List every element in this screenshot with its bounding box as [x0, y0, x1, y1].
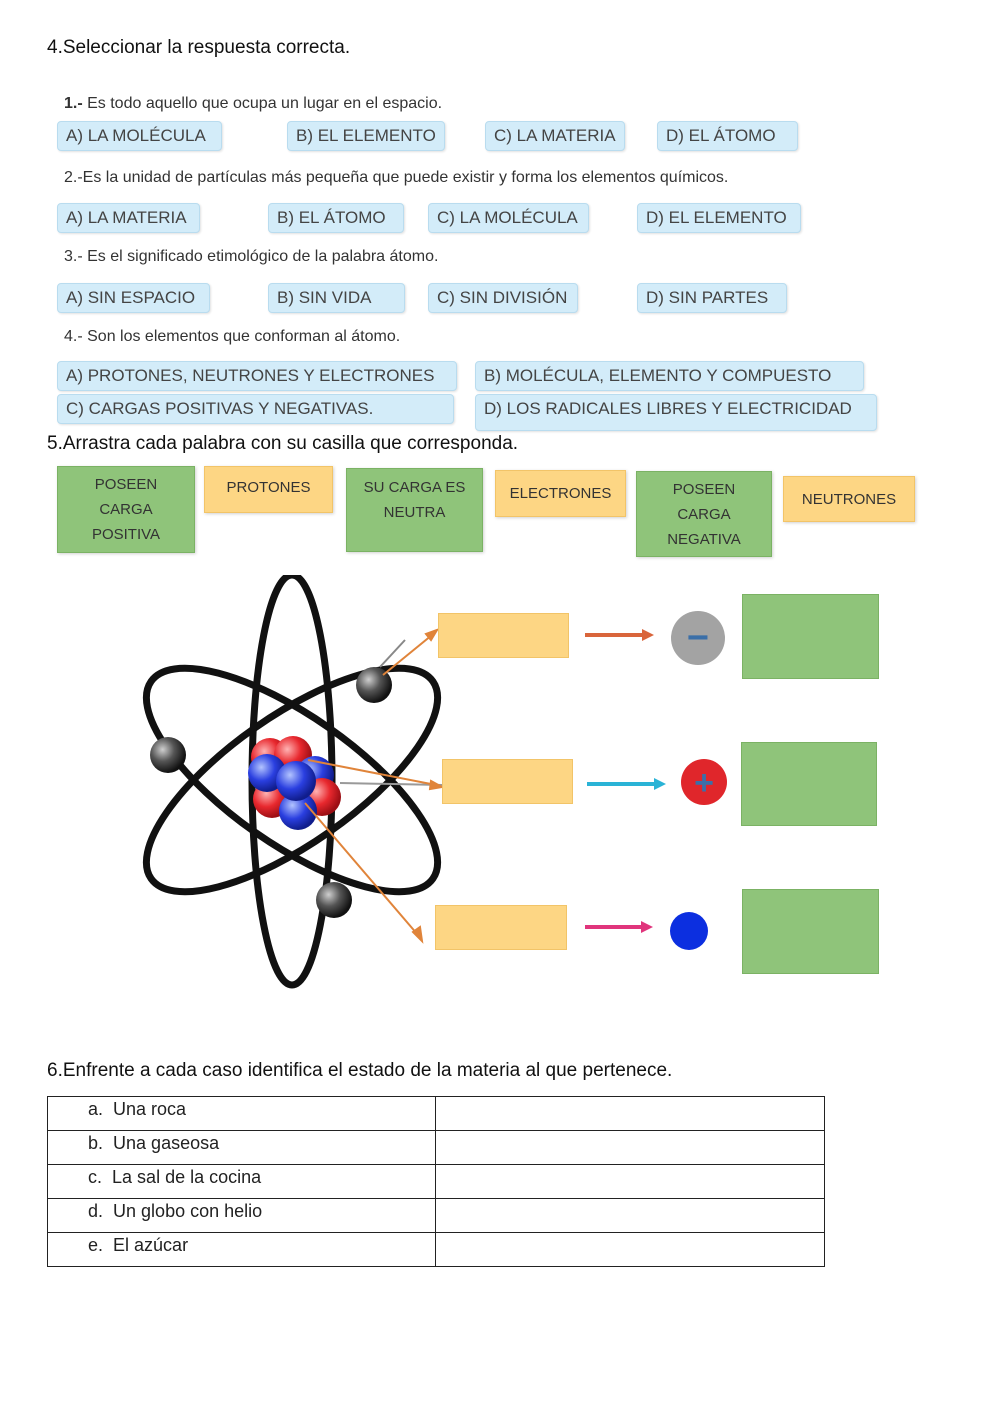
row-letter: d.: [88, 1201, 104, 1221]
negative-symbol: −: [686, 617, 710, 659]
question-3-text: 3.- Es el significado etimológico de la palabra átomo.: [64, 248, 439, 265]
pointer-line-grey: [380, 640, 405, 667]
charge-legend: [580, 600, 740, 960]
arrowhead: [430, 781, 442, 789]
q2-option-c[interactable]: C) LA MOLÉCULA: [428, 203, 589, 233]
drop-zone-particle-3[interactable]: [435, 905, 567, 950]
answer-cell[interactable]: [436, 1233, 825, 1267]
question-1-number: 1.-: [64, 95, 83, 112]
card-negative-label: POSEEN CARGA NEGATIVA: [667, 480, 741, 548]
states-table: [47, 1096, 825, 1267]
q4-option-b[interactable]: B) MOLÉCULA, ELEMENTO Y COMPUESTO: [475, 361, 864, 391]
row-text: La sal de la cocina: [112, 1167, 262, 1187]
card-neutrones-label: NEUTRONES: [801, 490, 897, 508]
row-label: [48, 1233, 436, 1267]
row-letter: b.: [88, 1133, 104, 1153]
q3-option-d[interactable]: D) SIN PARTES: [637, 283, 787, 313]
row-letter: e.: [88, 1235, 104, 1255]
q3-option-a[interactable]: A) SIN ESPACIO: [57, 283, 210, 313]
q4-option-d[interactable]: D) LOS RADICALES LIBRES Y ELECTRICIDAD: [475, 394, 877, 431]
q4-option-a[interactable]: A) PROTONES, NEUTRONES Y ELECTRONES: [57, 361, 457, 391]
table-row: [48, 1165, 825, 1199]
drop-zone-particle-2[interactable]: [442, 759, 573, 804]
positive-symbol: +: [694, 764, 714, 802]
electron: [316, 882, 352, 918]
table-row: [48, 1199, 825, 1233]
question-2-text: 2.-Es la unidad de partículas más pequeña que puede existir y forma los elementos químicos.: [64, 169, 729, 186]
drop-zone-charge-2[interactable]: [741, 742, 877, 826]
answer-cell[interactable]: [436, 1165, 825, 1199]
section6-heading: 6.Enfrente a cada caso identifica el estado de la materia al que pertenece.: [47, 1060, 673, 1081]
q3-option-c[interactable]: C) SIN DIVISIÓN: [428, 283, 578, 313]
electron: [150, 737, 186, 773]
card-positive-label: POSEEN CARGA POSITIVA: [91, 476, 161, 543]
q1-option-b[interactable]: B) EL ELEMENTO: [287, 121, 445, 151]
question-4-text: 4.- Son los elementos que conforman al átomo.: [64, 328, 401, 345]
q2-option-d[interactable]: D) EL ELEMENTO: [637, 203, 801, 233]
row-text: Una roca: [113, 1099, 187, 1119]
drop-zone-charge-1[interactable]: [742, 594, 879, 679]
row-letter: c.: [88, 1167, 103, 1187]
card-protones-label: PROTONES: [226, 479, 311, 496]
arrowhead: [642, 629, 654, 641]
table-row: [48, 1097, 825, 1131]
table-row: [48, 1233, 825, 1267]
card-posee-carga-positiva[interactable]: [57, 466, 195, 553]
q1-option-c[interactable]: C) LA MATERIA: [485, 121, 625, 151]
row-text: Un globo con helio: [113, 1201, 263, 1221]
section5-heading: 5.Arrastra cada palabra con su casilla que corresponda.: [47, 433, 519, 454]
question-1-text: Es todo aquello que ocupa un lugar en el espacio.: [82, 95, 443, 112]
section4-heading: 4.Seleccionar la respuesta correcta.: [47, 37, 351, 58]
nucleus: [248, 736, 341, 830]
neutral-charge-icon: [670, 912, 708, 950]
neutron: [276, 761, 316, 801]
drop-zone-charge-3[interactable]: [742, 889, 879, 974]
row-text: Una gaseosa: [113, 1133, 220, 1153]
row-label: [48, 1097, 436, 1131]
answer-cell[interactable]: [436, 1199, 825, 1233]
card-electrones-label: ELECTRONES: [509, 485, 612, 502]
card-neutra-label: SU CARGA ES NEUTRA: [363, 479, 466, 521]
card-protones[interactable]: [204, 466, 333, 513]
row-letter: a.: [88, 1099, 104, 1119]
row-label: [48, 1199, 436, 1233]
card-electrones[interactable]: [495, 470, 626, 517]
drop-zone-particle-1[interactable]: [438, 613, 569, 658]
card-posee-carga-negativa[interactable]: [636, 471, 772, 557]
q2-option-b[interactable]: B) EL ÁTOMO: [268, 203, 404, 233]
q2-option-a[interactable]: A) LA MATERIA: [57, 203, 200, 233]
row-label: [48, 1131, 436, 1165]
question-1: [64, 95, 442, 113]
table-row: [48, 1131, 825, 1165]
q4-option-c[interactable]: C) CARGAS POSITIVAS Y NEGATIVAS.: [57, 394, 454, 424]
row-text: El azúcar: [113, 1235, 189, 1255]
answer-cell[interactable]: [436, 1097, 825, 1131]
card-neutrones[interactable]: [783, 476, 915, 522]
arrowhead: [413, 927, 422, 941]
q3-option-b[interactable]: B) SIN VIDA: [268, 283, 405, 313]
answer-cell[interactable]: [436, 1131, 825, 1165]
arrowhead: [641, 921, 653, 933]
card-carga-neutra[interactable]: [346, 468, 483, 552]
row-label: [48, 1165, 436, 1199]
arrowhead: [654, 778, 666, 790]
q1-option-d[interactable]: D) EL ÁTOMO: [657, 121, 798, 151]
q1-option-a[interactable]: A) LA MOLÉCULA: [57, 121, 222, 151]
